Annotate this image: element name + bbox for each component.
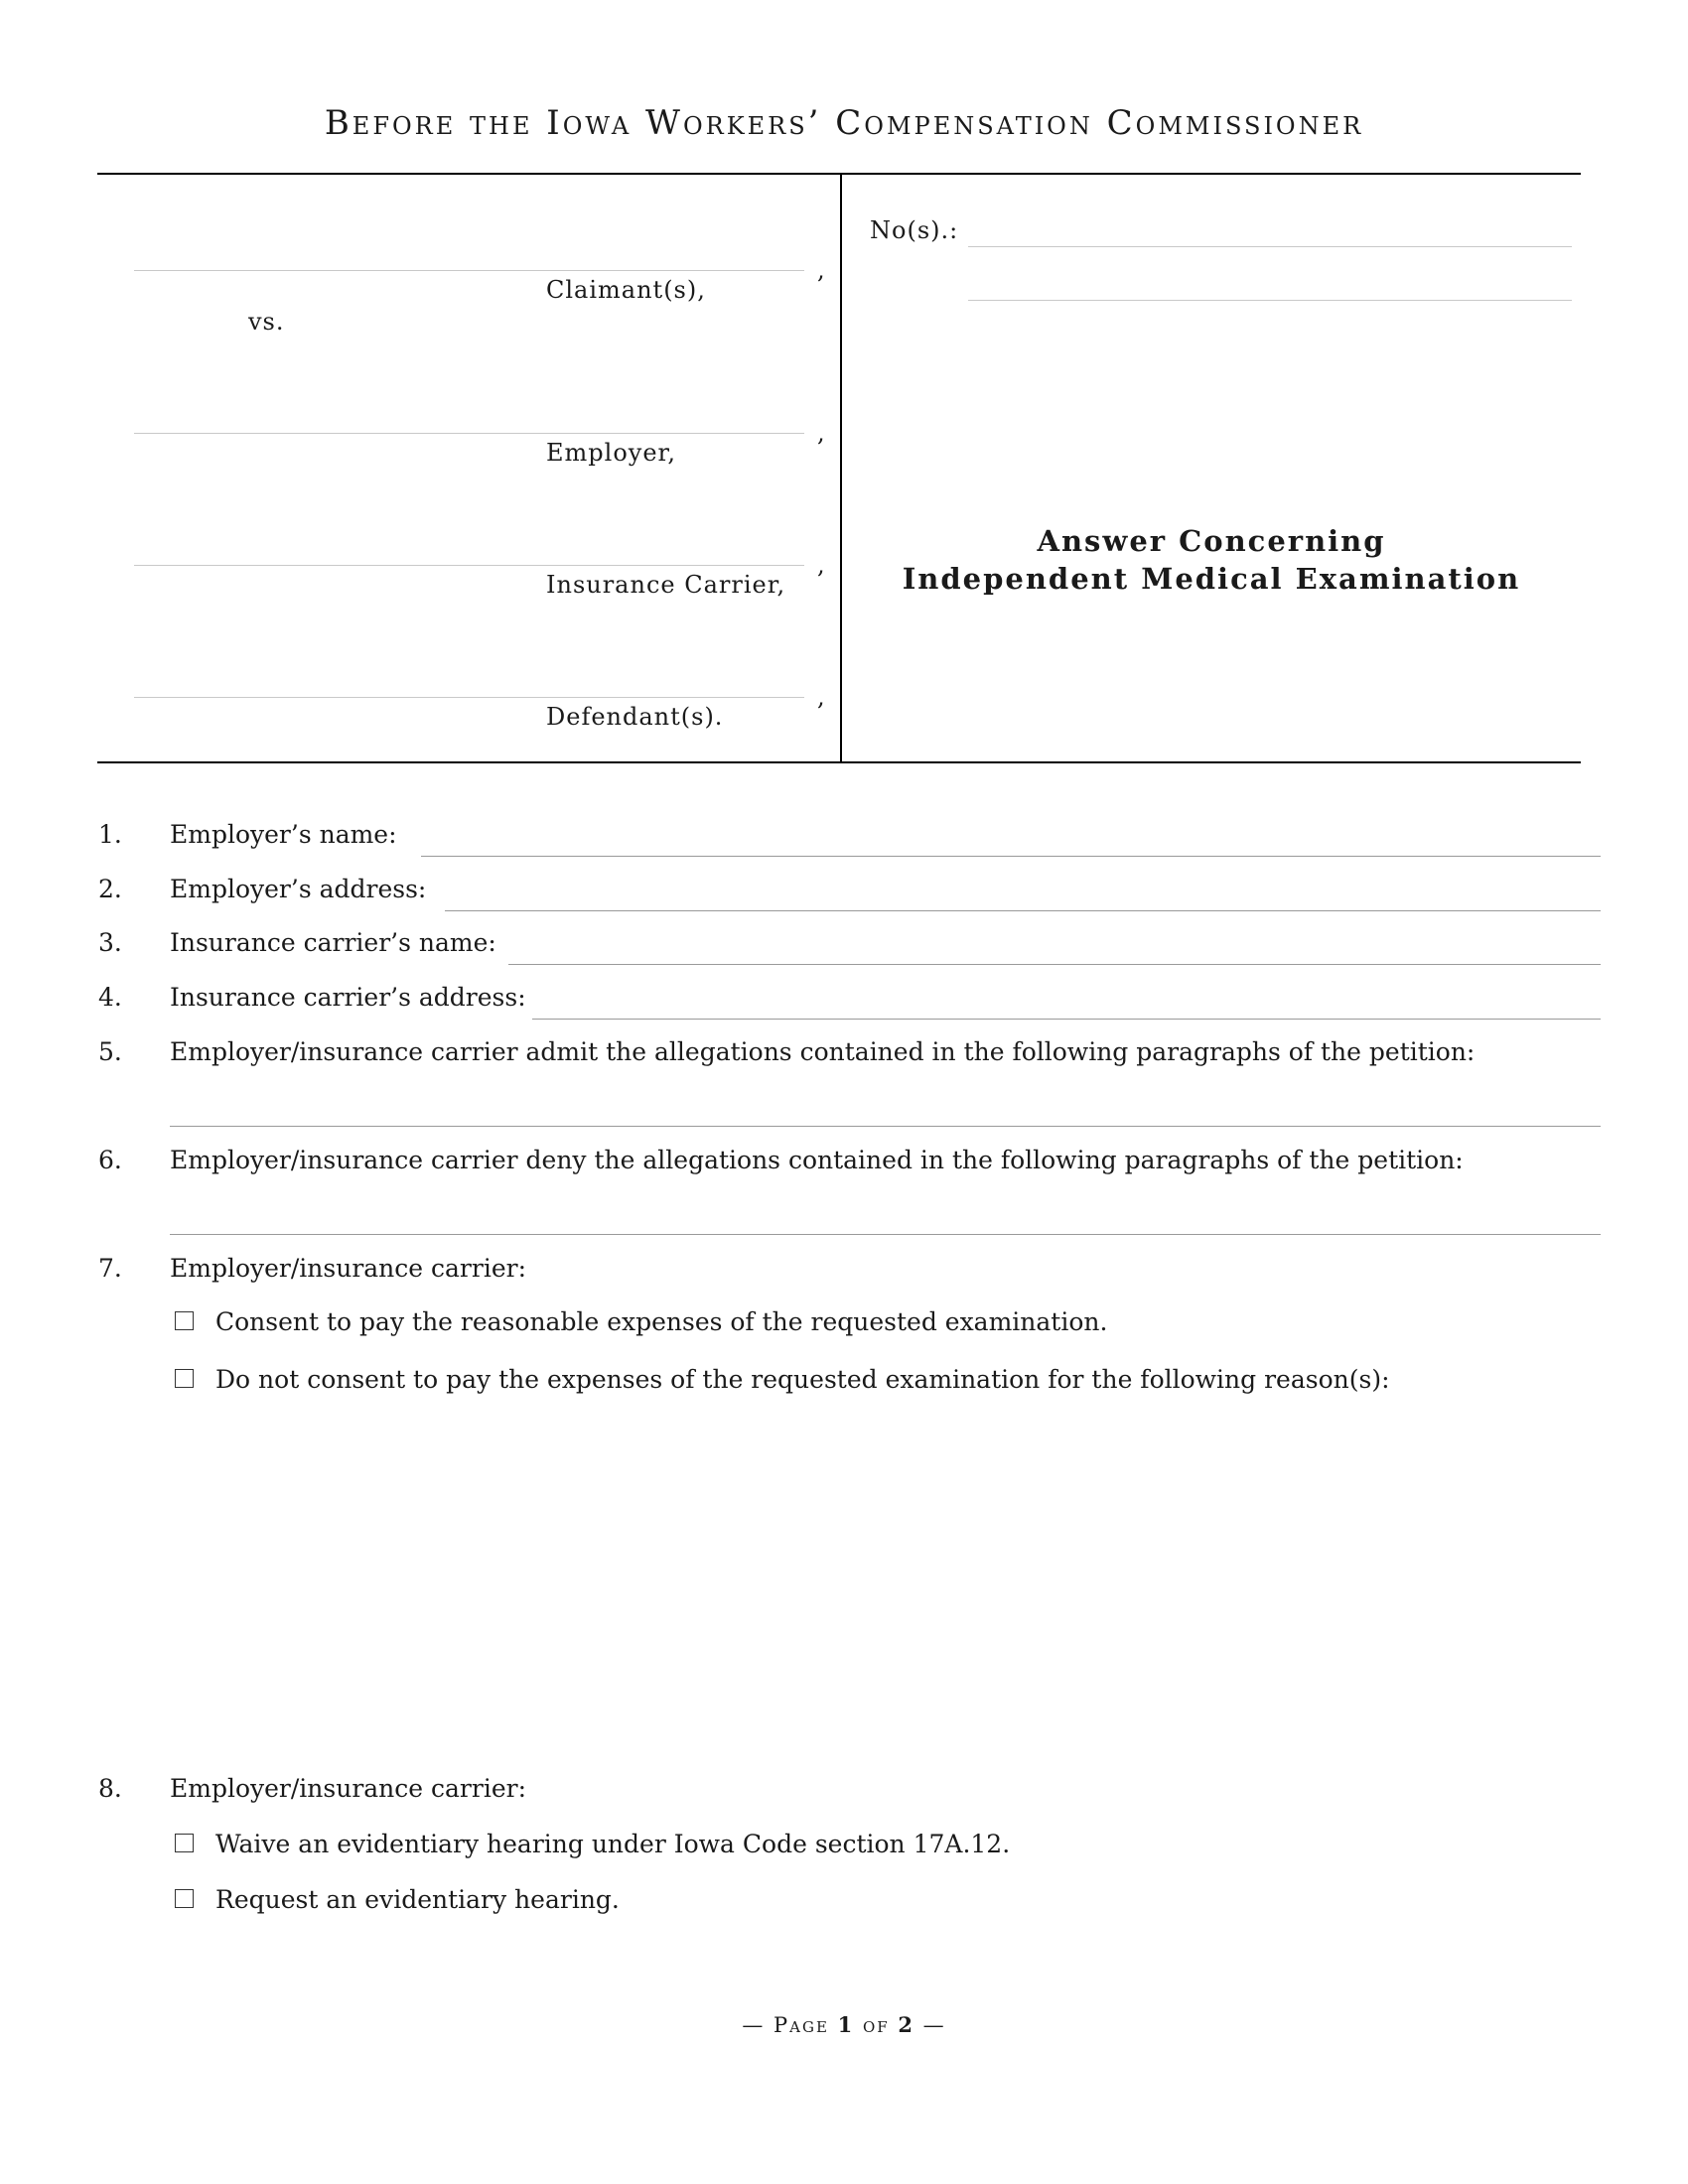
waive-hearing-checkbox[interactable] bbox=[175, 1834, 194, 1852]
item-1-number: 1. bbox=[98, 820, 122, 849]
insurance-carrier-name-field[interactable] bbox=[134, 565, 804, 566]
item-8-label: Employer/insurance carrier: bbox=[170, 1774, 526, 1803]
item-7-number: 7. bbox=[98, 1254, 122, 1283]
consent-expenses-label: Consent to pay the reasonable expenses of the requested examination. bbox=[215, 1307, 1108, 1336]
versus-label: vs. bbox=[248, 308, 285, 336]
employer-name-field[interactable] bbox=[134, 433, 804, 434]
footer-of-word: of bbox=[862, 2013, 890, 2037]
case-number-field-1[interactable] bbox=[968, 246, 1572, 247]
item-8-number: 8. bbox=[98, 1774, 122, 1803]
no-consent-expenses-checkbox[interactable] bbox=[175, 1369, 194, 1388]
no-consent-expenses-label: Do not consent to pay the expenses of the requested examination for the following reason(s): bbox=[215, 1365, 1390, 1394]
admitted-paragraphs-input[interactable] bbox=[170, 1126, 1601, 1127]
insurance-carrier-label: Insurance Carrier, bbox=[546, 571, 786, 599]
item-6-label: Employer/insurance carrier deny the allegations contained in the following paragraphs of the petition: bbox=[170, 1146, 1464, 1174]
case-number-label: No(s).: bbox=[870, 216, 959, 244]
item-7-label: Employer/insurance carrier: bbox=[170, 1254, 526, 1283]
footer-page-word: Page bbox=[774, 2013, 829, 2037]
item-3-number: 3. bbox=[98, 928, 122, 957]
no-consent-reasons-area[interactable] bbox=[215, 1410, 1601, 1737]
item-2-label: Employer’s address: bbox=[170, 875, 427, 903]
request-hearing-label: Request an evidentiary hearing. bbox=[215, 1885, 620, 1914]
claimant-name-field[interactable] bbox=[134, 270, 804, 271]
document-title-line-1: Answer Concerning bbox=[1037, 524, 1386, 558]
insurance-carrier-address-input[interactable] bbox=[532, 1019, 1601, 1020]
caption-top-rule bbox=[97, 173, 1581, 175]
footer-dash-right: — bbox=[922, 2013, 946, 2037]
item-4-label: Insurance carrier’s address: bbox=[170, 983, 526, 1012]
item-4-number: 4. bbox=[98, 983, 122, 1012]
footer-page-current: 1 bbox=[837, 2012, 855, 2037]
item-5-label: Employer/insurance carrier admit the allegations contained in the following paragraphs of the petition: bbox=[170, 1037, 1476, 1066]
employer-name-input[interactable] bbox=[421, 856, 1601, 857]
page-footer bbox=[0, 2012, 1688, 2037]
footer-dash-left: — bbox=[742, 2013, 766, 2037]
item-6-number: 6. bbox=[98, 1146, 122, 1174]
caption-divider bbox=[840, 173, 842, 763]
caption-bottom-rule bbox=[97, 761, 1581, 763]
case-number-field-2[interactable] bbox=[968, 300, 1572, 301]
document-title bbox=[842, 522, 1581, 598]
page-title: Before the Iowa Workers’ Compensation Commissioner bbox=[324, 103, 1364, 143]
request-hearing-checkbox[interactable] bbox=[175, 1889, 194, 1908]
consent-expenses-checkbox[interactable] bbox=[175, 1311, 194, 1330]
denied-paragraphs-input[interactable] bbox=[170, 1234, 1601, 1235]
claimant-comma: , bbox=[817, 256, 825, 284]
defendants-label: Defendant(s). bbox=[546, 703, 724, 731]
item-3-label: Insurance carrier’s name: bbox=[170, 928, 496, 957]
footer-page-total: 2 bbox=[898, 2012, 914, 2037]
defendants-name-field[interactable] bbox=[134, 697, 804, 698]
insurance-carrier-comma: , bbox=[817, 551, 825, 579]
item-1-label: Employer’s name: bbox=[170, 820, 397, 849]
document-title-line-2: Independent Medical Examination bbox=[902, 562, 1521, 596]
employer-comma: , bbox=[817, 419, 825, 447]
waive-hearing-label: Waive an evidentiary hearing under Iowa Code section 17A.12. bbox=[215, 1830, 1011, 1858]
claimant-label: Claimant(s), bbox=[546, 276, 706, 304]
item-5-number: 5. bbox=[98, 1037, 122, 1066]
defendants-comma: , bbox=[817, 683, 825, 711]
employer-address-input[interactable] bbox=[445, 910, 1601, 911]
item-2-number: 2. bbox=[98, 875, 122, 903]
insurance-carrier-name-input[interactable] bbox=[508, 964, 1601, 965]
employer-label: Employer, bbox=[546, 439, 676, 467]
